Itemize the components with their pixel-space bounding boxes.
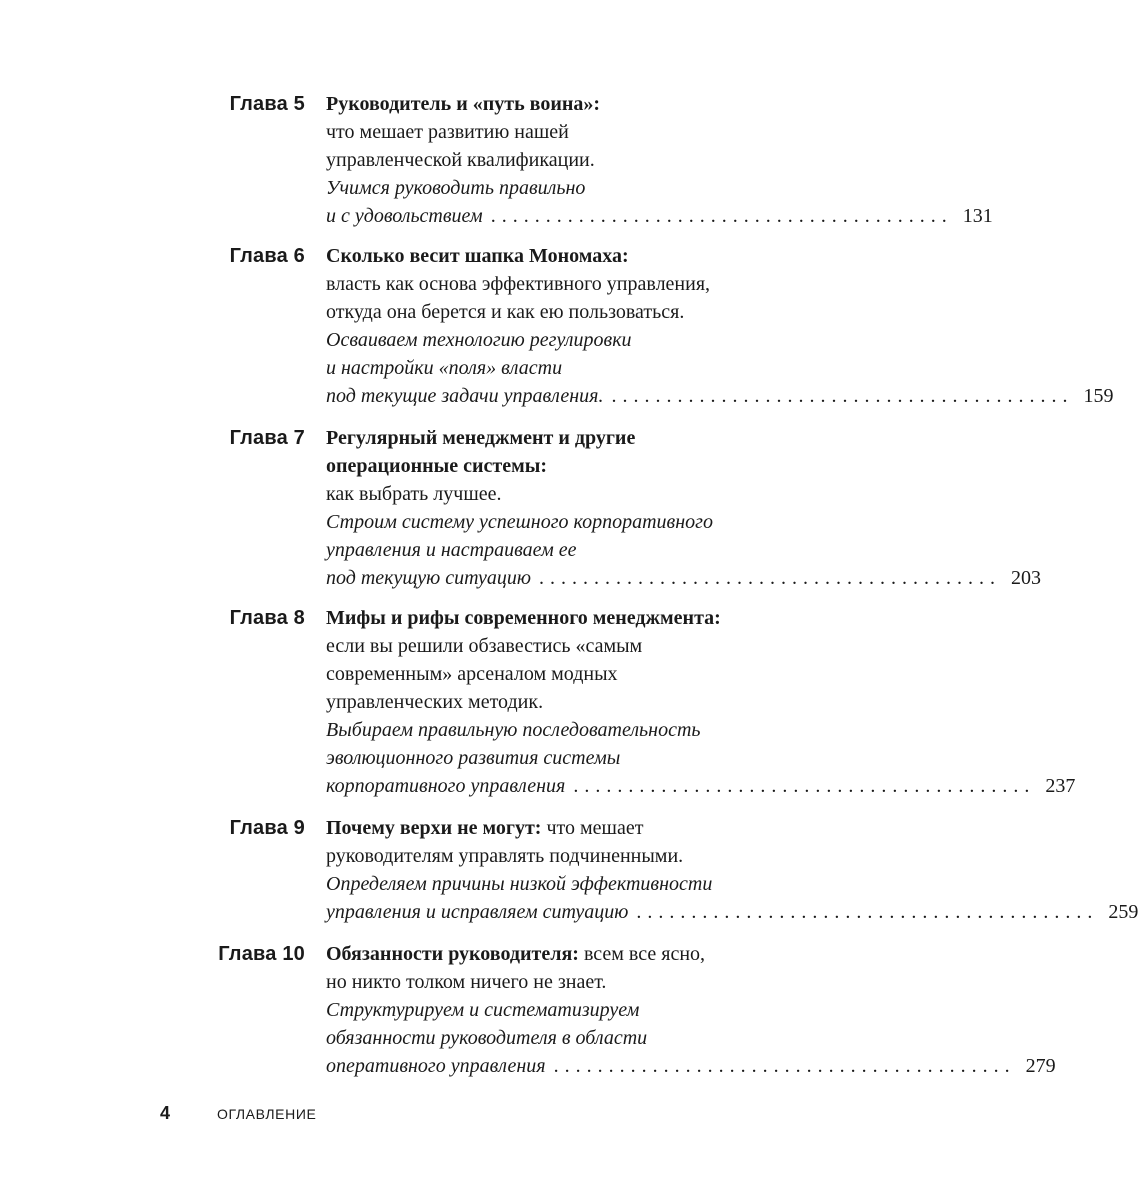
chapter-page-line — [326, 1052, 1056, 1080]
chapter-description-line: под текущие задачи управления. — [326, 385, 604, 407]
chapter-text — [326, 814, 1138, 926]
chapter-title: Руководитель и «путь воина»: — [326, 93, 601, 115]
chapter-description-line: и с удовольствием — [326, 205, 483, 227]
chapter-text — [326, 90, 993, 230]
chapter-title: Сколько весит шапка Мономаха: — [326, 245, 629, 267]
chapter-description-line: эволюционного развития системы — [326, 747, 621, 769]
chapter-subtitle-line: современным» арсеналом модных — [326, 663, 618, 685]
chapter-page-line — [326, 898, 1138, 926]
dot-leader: .......................................... — [611, 385, 1074, 407]
chapter-subtitle-line: управленческой квалификации. — [326, 149, 595, 171]
chapter-description-line: Учимся руководить правильно — [326, 177, 586, 199]
chapter-title-line — [326, 940, 760, 968]
chapter-text — [326, 242, 1114, 410]
chapter-label: Глава 9 — [229, 817, 305, 839]
chapter-description-line: Осваиваем технологию регулировки — [326, 329, 632, 351]
chapter-description-line: обязанности руководителя в области — [326, 1027, 648, 1049]
chapter-page-line — [326, 202, 993, 230]
chapter-title: Почему верхи не могут: — [326, 817, 542, 839]
chapter-subtitle-line: откуда она берется и как ею пользоваться. — [326, 301, 685, 323]
chapter-title: Мифы и рифы современного менеджмента: — [326, 607, 721, 629]
chapter-subtitle-line: что мешает развитию нашей — [326, 121, 569, 143]
chapter-subtitle-line: как выбрать лучшее. — [326, 483, 502, 505]
chapter-text — [326, 424, 1042, 592]
chapter-page-line — [326, 382, 1114, 410]
chapter-text — [326, 940, 1056, 1080]
dot-leader: .......................................... — [636, 901, 1099, 923]
page-number: 279 — [1025, 1055, 1056, 1077]
footer-section-title: ОГЛАВЛЕНИЕ — [217, 1106, 317, 1122]
page-number: 259 — [1108, 901, 1138, 923]
chapter-description-line: оперативного управления — [326, 1055, 546, 1077]
chapter-description-line: под текущую ситуацию — [326, 567, 532, 589]
chapter-title-rest: что мешает — [541, 817, 644, 839]
chapter-page-line — [326, 564, 1042, 592]
page-number: 237 — [1045, 775, 1076, 797]
chapter-subtitle-line: власть как основа эффективного управления, — [326, 273, 711, 295]
chapter-subtitle-line: но никто толком ничего не знает. — [326, 971, 607, 993]
chapter-description-line: Выбираем правильную последовательность — [326, 719, 701, 741]
footer-page-number: 4 — [160, 1103, 171, 1123]
chapter-label: Глава 8 — [229, 607, 305, 629]
chapter-description-line: управления и исправляем ситуацию — [326, 901, 629, 923]
page-number: 203 — [1011, 567, 1042, 589]
dot-leader: .......................................... — [539, 567, 1002, 589]
dot-leader: .......................................... — [573, 775, 1036, 797]
chapter-label: Глава 6 — [229, 245, 305, 267]
chapter-subtitle-line: если вы решили обзавестись «самым — [326, 635, 643, 657]
chapter-description-line: Строим систему успешного корпоративного — [326, 511, 713, 533]
chapter-label: Глава 10 — [218, 943, 305, 965]
page-number: 131 — [962, 205, 993, 227]
chapter-description-line: корпоративного управления — [326, 775, 566, 797]
chapter-title: Обязанности руководителя: — [326, 943, 579, 965]
dot-leader: .......................................... — [553, 1055, 1016, 1077]
chapter-title: Регулярный менеджмент и другие — [326, 427, 636, 449]
chapter-description-line: Структурируем и систематизируем — [326, 999, 640, 1021]
chapter-description-line: управления и настраиваем ее — [326, 539, 577, 561]
chapter-subtitle-line: руководителям управлять подчиненными. — [326, 845, 684, 867]
chapter-title-line — [326, 814, 760, 842]
chapter-description-line: Определяем причины низкой эффективности — [326, 873, 713, 895]
chapter-subtitle-line: управленческих методик. — [326, 691, 544, 713]
chapter-title: операционные системы: — [326, 455, 547, 477]
page-number: 159 — [1083, 385, 1114, 407]
dot-leader: .......................................... — [490, 205, 953, 227]
chapter-title-rest: всем все ясно, — [578, 943, 706, 965]
chapter-description-line: и настройки «поля» власти — [326, 357, 563, 379]
chapter-text — [326, 604, 1076, 800]
chapter-label: Глава 7 — [229, 427, 305, 449]
chapter-label: Глава 5 — [229, 93, 305, 115]
chapter-page-line — [326, 772, 1076, 800]
